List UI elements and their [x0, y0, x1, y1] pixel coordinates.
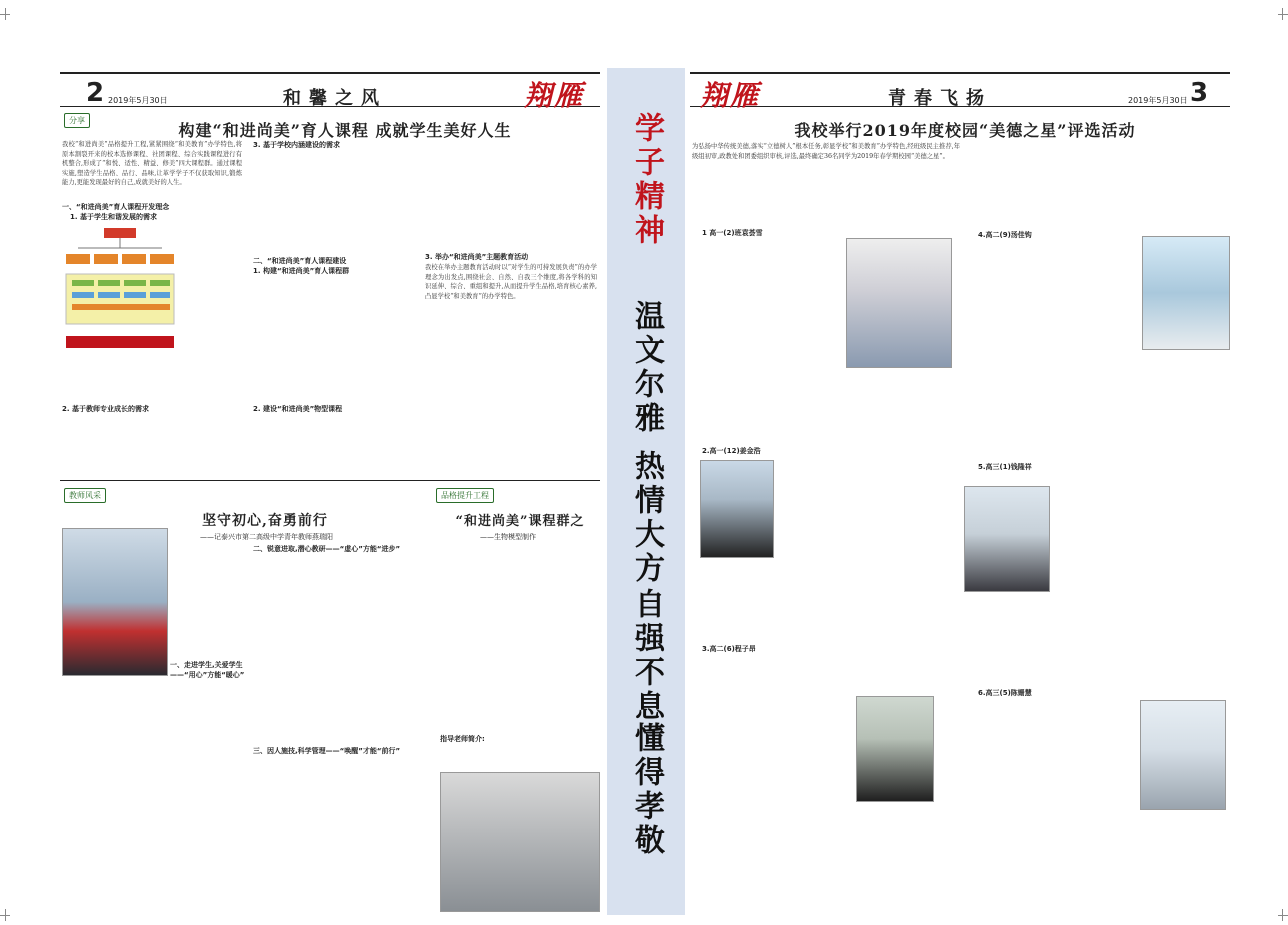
body-text: [692, 806, 960, 910]
body-text: [253, 756, 431, 910]
section-title: 和馨之风: [283, 88, 387, 109]
student-label: 1 高一(2)班袁荟雪: [702, 229, 763, 237]
issue-date: 2019年5月30日: [108, 96, 168, 105]
page-number: 3: [1190, 78, 1209, 108]
body-text: [692, 380, 960, 442]
teacher-photo: [62, 528, 168, 676]
classroom-photo: [440, 772, 600, 912]
subhead: 3. 基于学校内涵建设的需求: [253, 141, 340, 149]
subhead: 一、“和进尚美”育人课程开发理念: [62, 203, 170, 211]
body-text: [692, 240, 842, 340]
body-text: [440, 744, 598, 768]
subhead: 指导老师简介:: [440, 735, 485, 743]
crop-mark: [1278, 915, 1288, 916]
student-label: 3.高二(6)程子昂: [702, 645, 756, 653]
subhead: 2. 基于教师专业成长的需求: [62, 405, 149, 413]
body-text: [964, 596, 1230, 686]
student-photo: [856, 696, 934, 802]
section-title: 青春飞扬: [888, 88, 992, 109]
center-motto: 自强不息: [629, 588, 664, 724]
teacher-subhead: ——记泰兴市第二高级中学青年教师燕瑞阳: [200, 533, 333, 541]
intro-paragraph: 为弘扬中华传统美德,落实“立德树人”根本任务,彰显学校“和美教育”办学特色,经班级民主推荐,年级组初审,政教处和团委组织审核,评选,最终确定36名同学为2019年春学期校园“美德之星”。: [692, 143, 960, 160]
body-text: [964, 310, 1138, 370]
body-text: [1054, 474, 1230, 594]
body-text: [964, 700, 1132, 804]
subhead: 二、“和进尚美”育人课程建设: [253, 257, 347, 265]
student-label: 4.高二(9)汤佳钩: [978, 231, 1032, 239]
course-subhead: ——生物模型制作: [480, 533, 536, 541]
tag-teacher: 教师风采: [64, 488, 106, 503]
issue-date: 2019年5月30日: [1128, 96, 1188, 105]
body-text: [62, 360, 242, 400]
subhead: 一、走进学生,关爱学生——“用心”方能“暖心”: [170, 661, 245, 679]
subhead: 二、锐意进取,潜心教研——“虚心”方能“进步”: [253, 545, 401, 553]
subhead: 1. 构建“和进尚美”育人课程群: [253, 267, 350, 275]
body-text: [62, 684, 246, 910]
header-rule: [60, 72, 600, 74]
body-text: [692, 562, 960, 634]
tag-share: 分享: [64, 113, 90, 128]
body-text: [425, 140, 597, 250]
crop-mark: [1282, 8, 1283, 20]
main-headline: 我校举行2019年度校园“美德之星”评选活动: [794, 121, 1136, 140]
course-headline: “和进尚美”课程群之: [455, 514, 585, 529]
crop-mark: [5, 8, 6, 20]
student-photo: [846, 238, 952, 368]
center-motto: 热情大方: [629, 450, 664, 586]
body-text: [170, 548, 246, 658]
subhead: 3. 举办“和进尚美”主题教育活动: [425, 253, 529, 261]
section-divider: [60, 480, 600, 481]
body-text: [692, 656, 852, 768]
body-text: 我校在举办主题教育活动时以“对学生的可持发展负责”的办学理念为出发点,围绕社会、自然、自我三个维度,将各学科的知识延伸、综合、重组和提升,从而提升学生品格,培育核心素养,凸显学校“和美教育”的办学特色。: [425, 264, 597, 300]
header-rule: [690, 72, 1230, 74]
body-text: [964, 810, 1230, 910]
student-label: 5.高三(1)钱隆祥: [978, 463, 1032, 471]
student-photo: [1140, 700, 1226, 810]
body-text: [62, 414, 242, 476]
body-text: [182, 226, 242, 358]
tag-growth: 品格提升工程: [436, 488, 494, 503]
body-text: [253, 150, 423, 255]
page-number: 2: [86, 78, 105, 108]
subhead: 2. 建设“和进尚美”物型课程: [253, 405, 343, 413]
crop-mark: [5, 909, 6, 921]
course-structure-diagram: [62, 226, 178, 358]
center-motto: 懂得孝敬: [629, 722, 664, 858]
student-photo: [700, 460, 774, 558]
student-photo: [964, 486, 1050, 592]
student-label: 2.高一(12)姜金浩: [702, 447, 761, 455]
center-title: 学子精神: [629, 112, 664, 248]
crop-mark: [1282, 909, 1283, 921]
body-text: [253, 554, 431, 744]
body-text: [253, 276, 423, 402]
main-headline: 构建“和进尚美”育人课程 成就学生美好人生: [178, 121, 512, 140]
intro-paragraph: 我校“和进尚美”品格提升工程,紧紧围绕“和美教育”办学特色,将原本割裂开来的校本选修课程、社团课程、综合实践课程进行有机整合,形成了“和悦、适性、精益、修美”四大课程群。通过课程实施,塑造学生品格、品行、品味,让革学学子不仅获取知识,锻炼能力,更能发现最好的自己,成就美好的人生。: [62, 141, 242, 187]
body-text: [964, 372, 1230, 448]
body-text: [253, 414, 423, 476]
body-text: [964, 242, 1138, 306]
subhead: 1. 基于学生和谐发展的需求: [70, 213, 157, 221]
body-text: [964, 142, 1230, 220]
brand-logo: 翔雁: [524, 79, 585, 112]
body-text: [778, 458, 960, 560]
student-label: 6.高三(5)陈姗慧: [978, 689, 1032, 697]
crop-mark: [1278, 14, 1288, 15]
teacher-headline: 坚守初心,奋勇前行: [202, 513, 328, 529]
brand-logo: 翔雁: [700, 79, 761, 112]
subhead: 三、因人施技,科学管理——“唤醒”才能“前行”: [253, 747, 401, 755]
body-text: [440, 550, 598, 730]
student-photo: [1142, 236, 1230, 350]
center-motto: 温文尔雅: [629, 300, 664, 436]
